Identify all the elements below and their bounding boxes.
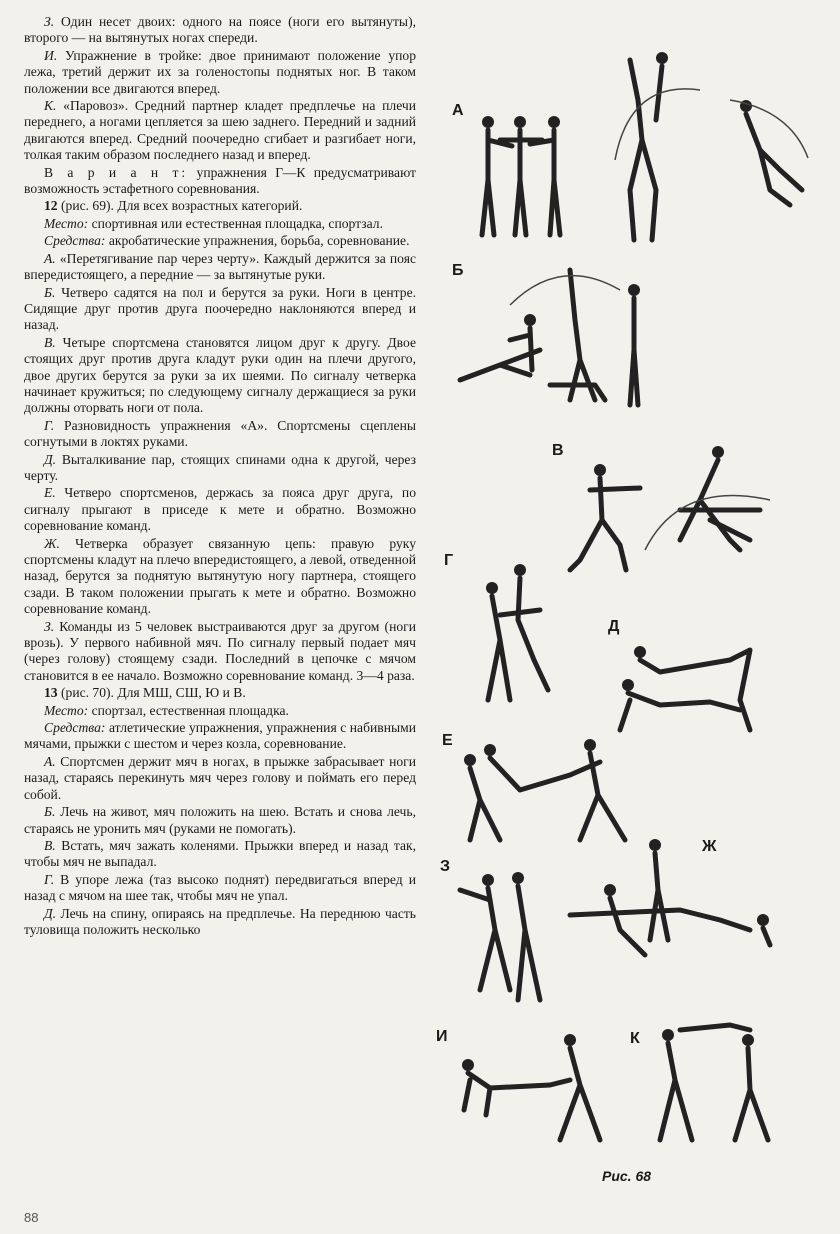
- page-number: 88: [24, 1210, 39, 1225]
- figure-label-z: З: [440, 858, 451, 875]
- figure-i-group: [462, 1034, 600, 1140]
- paragraph-text: «Паровоз». Средний партнер кладет предплечье на плечи переднего, а ногами цепляется за шею заднего. Передний и задний двигаются вперед. Средний поочередно сгибает и разгибает ноги, толкая таким образом последнего назад и вперед.: [24, 98, 417, 163]
- paragraph: [24, 98, 416, 164]
- paragraph-lead: Е.: [44, 485, 56, 501]
- paragraph-lead: Б.: [44, 804, 56, 820]
- paragraph: [24, 685, 416, 701]
- paragraph-text: Четверо садятся на пол и берутся за руки. Ноги в центре. Сидящие друг против друга поочередно наклоняются вперед и назад.: [24, 284, 416, 333]
- paragraph-lead: 12: [44, 198, 58, 214]
- paragraph-text: акробатические упражнения, борьба, соревнование.: [108, 233, 410, 249]
- figure-label-k: К: [630, 1030, 640, 1047]
- exercise-figures-drawing: [430, 40, 830, 1170]
- paragraph: [24, 48, 416, 97]
- figure-label-a: А: [452, 102, 464, 119]
- paragraph: [24, 233, 416, 249]
- paragraph-text: спортзал, естественная площадка.: [91, 702, 289, 718]
- paragraph-text: Лечь на спину, опираясь на предплечье. На переднюю часть туловища положить несколько: [24, 905, 417, 937]
- paragraph-text: Четверка образует связанную цепь: правую руку спортсмены кладут на плечо впередистоящего, а левой, отведенной назад, берутся за поднятую вытянутую ногу партнера, стоящего сзади. В таком положении прыгать к мете и обратно. Возможно соревнование команд.: [24, 535, 416, 617]
- paragraph-lead: Г.: [44, 871, 55, 887]
- paragraph: [24, 536, 416, 618]
- paragraph: [24, 452, 416, 485]
- paragraph: [24, 285, 416, 334]
- paragraph: [24, 754, 416, 803]
- paragraph-lead: Б.: [44, 284, 56, 300]
- figure-label-g: Г: [444, 552, 454, 569]
- paragraph-lead: А.: [44, 753, 56, 769]
- figure-b-group: [460, 270, 640, 405]
- paragraph: [24, 838, 416, 871]
- paragraph-text: В упоре лежа (таз высоко поднят) передвигаться вперед и назад с мячом на шее так, чтобы мяч не упал.: [24, 871, 416, 904]
- paragraph: [24, 216, 416, 232]
- paragraph-text: атлетические упражнения, упражнения с набивными мячами, прыжки с шестом и через козла, соревнование.: [24, 720, 416, 752]
- figure-e-group: [464, 739, 625, 840]
- paragraph-lead: И.: [44, 47, 58, 63]
- text-column: [24, 14, 416, 939]
- paragraph-lead: Место:: [44, 702, 89, 718]
- paragraph: [24, 335, 416, 417]
- figure-d-group: [620, 646, 750, 730]
- paragraph-lead: З.: [44, 14, 55, 29]
- paragraph-lead: Средства:: [44, 720, 106, 736]
- paragraph-text: спортивная или естественная площадка, спортзал.: [91, 215, 383, 231]
- paragraph: [24, 418, 416, 451]
- paragraph-text: (рис. 70). Для МШ, СШ, Ю и В.: [61, 685, 246, 701]
- paragraph-text: Разновидность упражнения «А». Спортсмены сцеплены согнутыми в локтях руками.: [24, 417, 416, 450]
- paragraph-text: (рис. 69). Для всех возрастных категорий.: [61, 198, 303, 214]
- paragraph-text: Лечь на живот, мяч положить на шею. Встать и снова лечь, стараясь не уронить мяч (руками не помогать).: [24, 804, 416, 836]
- paragraph-text: «Перетягивание пар через черту». Каждый держится за пояс впередистоящего, а передние — за вытянутые руки.: [24, 250, 416, 283]
- paragraph: [24, 703, 416, 719]
- figure-label-b: Б: [452, 262, 464, 279]
- paragraph: [24, 804, 416, 837]
- paragraph-lead: Д.: [44, 905, 57, 921]
- figure-g-group: [486, 564, 548, 700]
- paragraph-text: Четверо спортсменов, держась за пояса друг друга, по сигналу прыгают в приседе к мете и обратно. Возможно соревнование команд.: [24, 485, 416, 534]
- paragraph: [24, 619, 416, 685]
- paragraph: [24, 251, 416, 284]
- paragraph: [24, 720, 416, 753]
- paragraph-lead: К.: [44, 98, 57, 114]
- paragraph-text: Упражнение в тройке: двое принимают положение упор лежа, третий держит их за голеностопы поднятых ног. В таком положении все двигаются вперед.: [24, 47, 417, 96]
- paragraph: [24, 906, 416, 939]
- figure-z-group: [460, 872, 540, 1000]
- paragraph-lead: З.: [44, 618, 55, 634]
- paragraph: [24, 198, 416, 214]
- paragraph-text: Команды из 5 человек выстраиваются друг за другом (ноги врозь). У первого набивной мяч. По сигналу первый подает мяч (через голову) стоящему сзади. Последний в цепочке с мячом становится в ее начало. Возможно соревнование команд. 3—4 раза.: [24, 618, 416, 683]
- paragraph-lead: А.: [44, 250, 56, 266]
- paragraph-lead: В а р и а н т:: [44, 164, 189, 180]
- paragraph-lead: В.: [44, 334, 56, 350]
- paragraph: [24, 872, 416, 905]
- figure-zh-group: [570, 839, 770, 955]
- paragraph-text: Встать, мяч зажать коленями. Прыжки вперед и назад так, чтобы мяч не выпадал.: [24, 837, 416, 870]
- paragraph-lead: Средства:: [44, 233, 106, 249]
- paragraph: [24, 14, 416, 47]
- paragraph-text: Спортсмен держит мяч в ногах, в прыжке забрасывает ноги назад, стараясь перекинуть мяч через голову и поймать его перед собой.: [24, 753, 416, 802]
- figure-k-group: [660, 1025, 768, 1140]
- paragraph-text: упражнения Г—К предусматривают возможность эстафетного соревнования.: [24, 164, 416, 197]
- figure-label-v: В: [552, 442, 564, 459]
- paragraph: [24, 485, 416, 534]
- paragraph-lead: Д.: [44, 451, 57, 467]
- paragraph-text: Выталкивание пар, стоящих спинами одна к другой, через черту.: [24, 451, 416, 483]
- paragraph-lead: Ж.: [44, 535, 60, 551]
- paragraph: [24, 165, 416, 198]
- figure-a-group: [482, 52, 808, 240]
- paragraph-lead: В.: [44, 837, 56, 853]
- paragraph-lead: Место:: [44, 215, 89, 231]
- figure-v-group: [570, 446, 770, 570]
- figure-label-i: И: [436, 1028, 448, 1045]
- figure-label-d: Д: [608, 618, 620, 635]
- figure-illustrations: [430, 40, 830, 1190]
- paragraph-lead: 13: [44, 685, 58, 701]
- figure-caption: Рис. 68: [602, 1168, 652, 1184]
- paragraph-text: Четыре спортсмена становятся лицом друг к другу. Двое стоящих друг против друга кладут руки один на плечи другого, двое других берутся за руки за их шеями. По сигналу четверка начинает кружиться; по следующему сигналу держащиеся за руки должны оторвать ноги от пола.: [24, 334, 416, 416]
- paragraph-lead: Г.: [44, 417, 55, 433]
- figure-label-zh: Ж: [702, 838, 717, 855]
- figure-label-e: Е: [442, 732, 453, 749]
- paragraph-text: Один несет двоих: одного на поясе (ноги его вытянуты), второго — на вытянутых ногах спереди.: [24, 14, 416, 46]
